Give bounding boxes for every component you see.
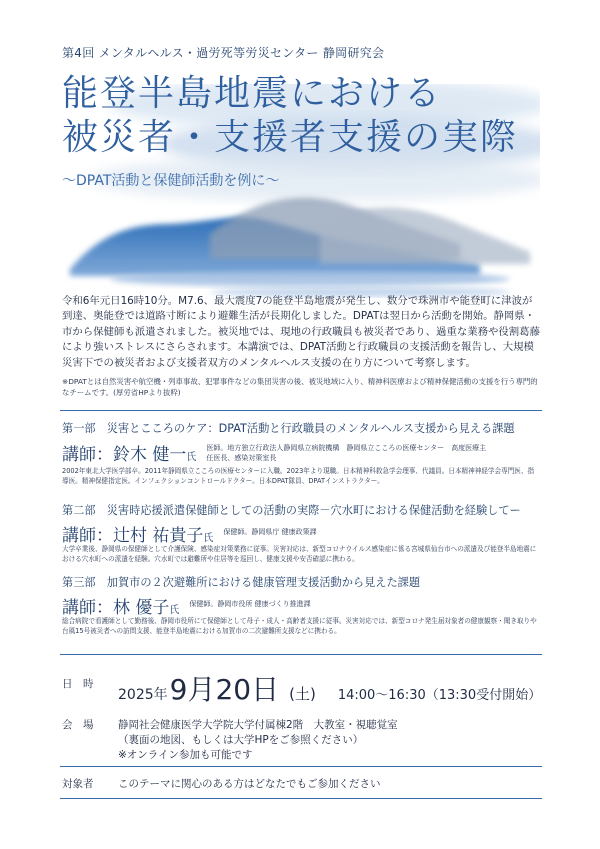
lecturer-affiliation: 医師。地方独立行政法人静岡県立病院機構 静岡県立こころの医療センター 高度医療主	[206, 444, 487, 452]
lecturer-affiliation: 保健師。静岡市役所 健康づくり推進課	[189, 600, 311, 608]
part-3-title: 第三部 加賀市の２次避難所における健康管理支援活動から見えた課題	[62, 576, 421, 589]
venue-note: （裏面の地図、もしくは大学HPをご参照ください）	[118, 734, 364, 746]
event-time: 14:00〜16:30（13:30受付開始）	[337, 688, 542, 703]
lecturer-suffix: 氏	[203, 533, 214, 544]
event-weekday: (土)	[289, 685, 316, 703]
lecturer-name: 辻村 祐貴子	[113, 526, 204, 546]
part-3-lecturer	[62, 593, 311, 618]
title-line-1: 能登半島地震における	[62, 73, 443, 114]
part-2-bio: 大学卒業後、静岡県の保健師として介護保険、感染症対策業務に従事。災害対応は、新型コロナウイルス感染症に係る宮城県仙台市への派遣及び能登半島地震における穴水町への派遣を経験。穴水町では避難所や住居等を巡回し、健康支援や安否確認に携わる。	[62, 545, 537, 563]
lecturer-suffix: 氏	[169, 605, 180, 616]
audience-text: このテーマに関心のある方はどなたでもご参加ください	[118, 778, 381, 790]
online-note: ※オンライン参加も可能です	[118, 749, 253, 761]
intro-text: 令和6年元日16時10分。M7.6、最大震度7の能登半島地震が発生し、数分で珠洲市や能登町に津波が到達、奥能登では道路寸断により避難生活が長期化しました。DPATは翌日から活動を開始。静岡県・市から保健師も派遣されました。被災地では、現地の行政職員も被災者であり、過重な業務や役割葛藤により強いストレスにさらされます。本講演では、DPAT活動と行政職員の支援活動を報告し、大規模災害下での被災者および支援者双方のメンタルヘルス支援の在り方について考察します。	[62, 295, 540, 369]
dpat-note: ※DPATとは自然災害や航空機・列車事故、犯罪事件などの集団災害の後、被災地域に入り、精神科医療および精神保健活動の支援を行う専門的なチームです。(厚労省HPより抜粋)	[62, 377, 538, 397]
divider	[60, 798, 542, 799]
org-name: 第4回 メンタルヘルス・過労死等労災センター 静岡研究会	[62, 46, 385, 60]
divider	[60, 766, 542, 767]
title-line-2: 被災者・支援者支援の実際	[62, 117, 519, 158]
event-month-day: 9月20日	[169, 673, 280, 706]
part-1-title: 第一部 災害とこころのケア：DPAT活動と行政職員のメンタルヘルス支援から見える課題	[62, 422, 515, 435]
date-label: 日 時	[62, 678, 94, 690]
event-date	[118, 668, 541, 708]
lecturer-affiliation-cont: 任医長、感染対策室長	[206, 454, 277, 462]
part-1-lecturer	[62, 440, 486, 465]
part-3-bio: 総合病院で看護師として勤務後、静岡市役所にて保健師として母子・成人・高齢者支援に従事。災害対応では、新型コロナ発生届対象者の健康観察・聞き取りや台風15号被災者への訪問支援、能登半島地震における加賀市の二次避難所支援などに携わる。	[62, 617, 537, 635]
venue-label: 会 場	[62, 719, 94, 731]
event-year: 2025年	[118, 687, 168, 703]
part-2-lecturer	[62, 521, 317, 546]
part-1-bio: 2002年東北大学医学部卒。2011年静岡県立こころの医療センターに入職。2023年より現職。日本精神科救急学会理事、代議員。日本精神神経学会専門医、指導医。精神保健指定医。インフェクションコントロールドクター。日本DPAT隊員、DPATインストラクター。	[62, 467, 535, 485]
lecturer-affiliation: 保健師。静岡県庁 健康政策課	[223, 528, 317, 536]
audience-label: 対象者	[62, 778, 94, 790]
event-subtitle: 〜DPAT活動と保健師活動を例に〜	[62, 173, 280, 189]
lecturer-prefix: 講師：	[62, 526, 113, 546]
lecturer-suffix: 氏	[186, 452, 197, 463]
lecturer-name: 鈴木 健一	[113, 445, 187, 465]
event-title	[62, 72, 518, 160]
lecturer-prefix: 講師：	[62, 598, 113, 618]
lecturer-prefix: 講師：	[62, 445, 113, 465]
part-2-title: 第二部 災害時応援派遣保健師としての活動の実際－穴水町における保健活動を経験してー	[62, 504, 521, 517]
venue-name: 静岡社会健康医学大学院大学付属棟2階 大教室・視聴覚室	[118, 719, 398, 731]
divider	[60, 410, 542, 411]
divider	[60, 654, 542, 655]
lecturer-name: 林 優子	[113, 598, 170, 618]
